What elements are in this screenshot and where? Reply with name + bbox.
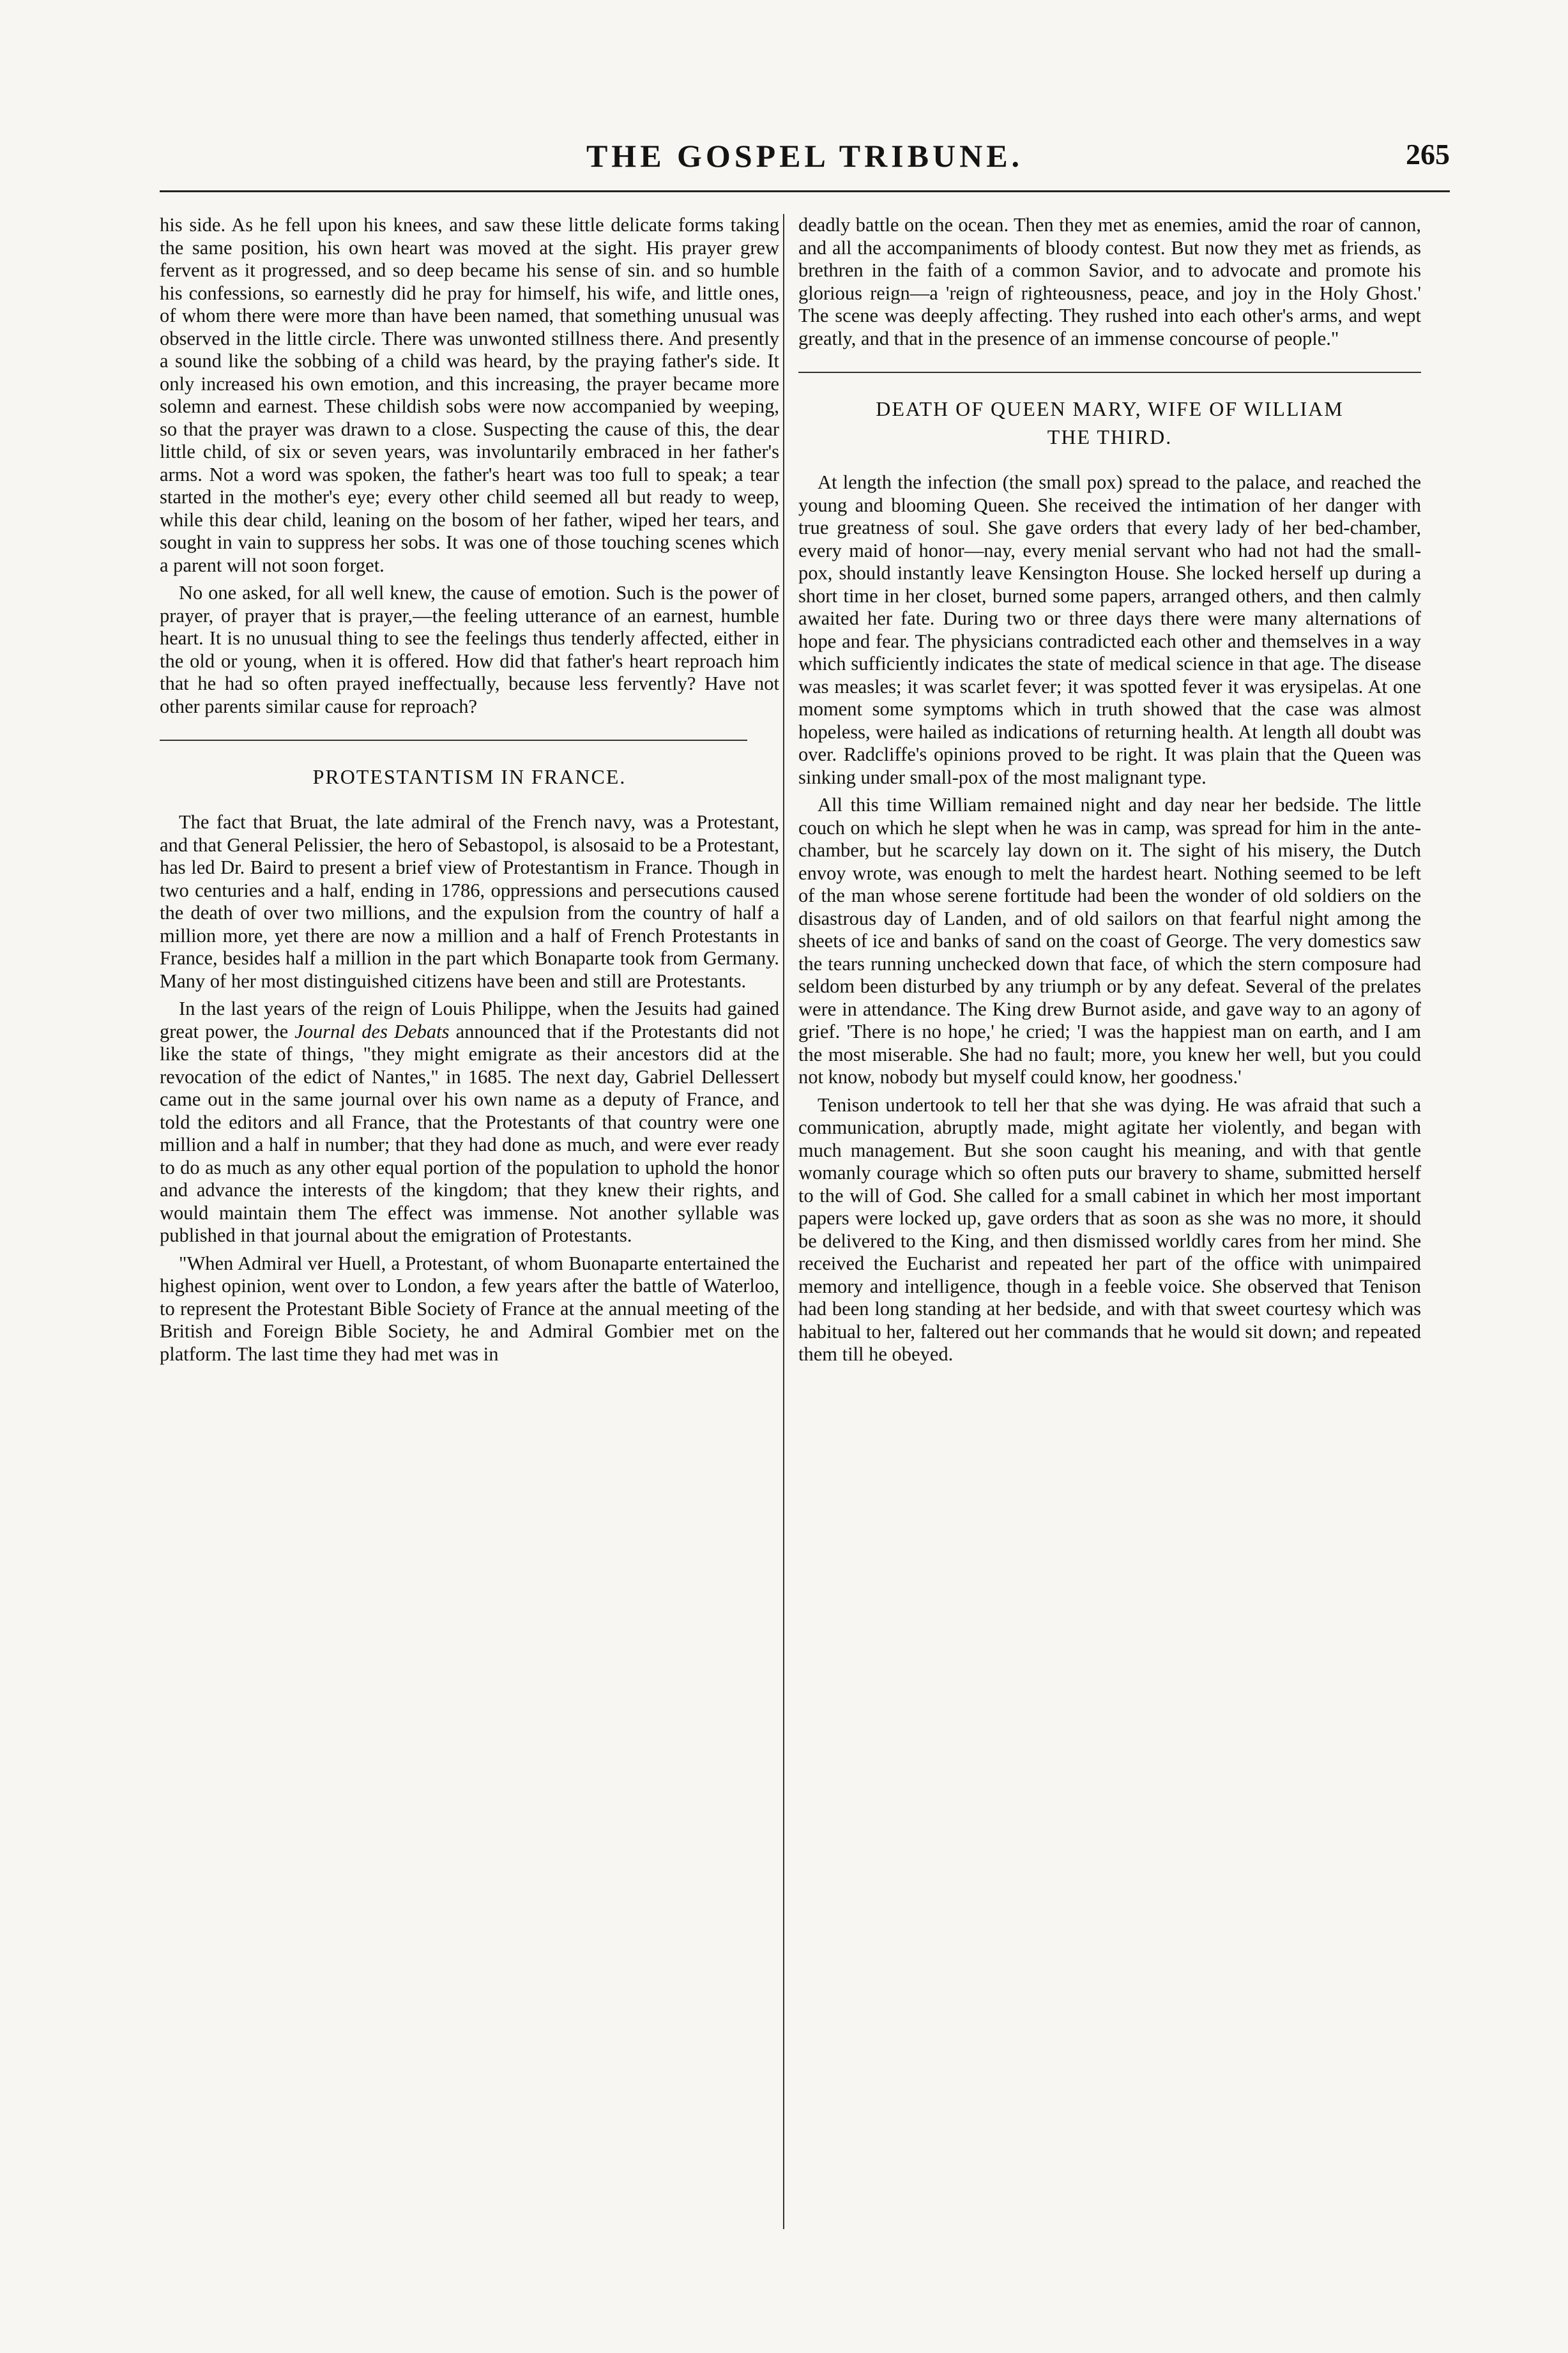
- journal-title: THE GOSPEL TRIBUNE.: [586, 138, 1024, 174]
- article-heading: PROTESTANTISM IN FRANCE.: [312, 765, 627, 788]
- paragraph: "When Admiral ver Huell, a Protestant, of whom Buonaparte entertained the highest opinion, went over to London, a few years after the battle of Waterloo, to represent the Protestant Bible Society of France at the annual meeting of the British and Foreign Bible Society, he and Admiral Gombier met on the platform. The last time they had met was in: [160, 1252, 779, 1365]
- journal-name: Journal des Debats: [294, 1020, 450, 1042]
- paragraph: The fact that Bruat, the late admiral of the French navy, was a Protestant, and that General Pelissier, the hero of Sebastopol, is alsosaid to be a Protestant, has led Dr. Baird to present a brief view of Protestantism in France. Though in two centuries and a half, ending in 1786, oppressions and persecutions caused the death of over two millions, and the expulsion from the country of half a million more, yet there are now a million and a half of French Protestants in France, besides half a million in the part which Bonaparte took from Germany. Many of her most distinguished citizens have been and still are Protestants.: [160, 811, 779, 992]
- paragraph: his side. As he fell upon his knees, and saw these little delicate forms taking the same position, his own heart was moved at the sight. His prayer grew fervent as it progressed, and so deep became his sense of sin. and so humble his confessions, so earnestly did he pray for himself, his wife, and little ones, of whom there were more than have been named, that something unusual was observed in the little circle. There was unwonted stillness there. And presently a sound like the sobbing of a child was heard, by the praying father's side. It only increased his own emotion, and this increasing, the prayer became more solemn and earnest. These childish sobs were now accompanied by weeping, so that the prayer was drawn to a close. Suspecting the cause of this, the dear little child, of six or seven years, was involuntarily embraced in her father's arms. Not a word was spoken, the father's heart was too full to speak; a tear started in the mother's eye; every other child seemed all but ready to weep, while this dear child, leaning on the bosom of her father, wiped her tears, and sought in vain to suppress her sobs. It was one of those touching scenes which a parent will not soon forget.: [160, 214, 779, 576]
- section-divider: [160, 740, 747, 741]
- heading-line: THE THIRD.: [1047, 425, 1173, 448]
- paragraph: At length the infection (the small pox) spread to the palace, and reached the young and blooming Queen. She received the intimation of her danger with true greatness of soul. She gave orders that every lady of her bed-chamber, every maid of honor—nay, every menial servant who had not had the small-pox, should instantly leave Kensington House. She locked herself up during a short time in her closet, burned some papers, arranged others, and then calmly awaited her fate. During two or three days there were many alternations of hope and fear. The physicians contradicted each other and themselves in a way which sufficiently indicates the state of medical science in that age. The disease was measles; it was scarlet fever; it was spotted fever it was erysipelas. At one moment some symptoms which in truth showed that the case was almost hopeless, were hailed as indications of returning health. At length all doubt was over. Radcliffe's opinions proved to be right. It was plain that the Queen was sinking under small-pox of the most malignant type.: [798, 471, 1421, 788]
- paragraph: Tenison undertook to tell her that she was dying. He was afraid that such a communication, abruptly made, might agitate her violently, and began with much management. But she soon caught his meaning, and with that gentle womanly courage which so often puts our bravery to shame, submitted herself to the will of God. She called for a small cabinet in which her most important papers were locked up, gave orders that as soon as she was no more, it should be delivered to the King, and then dismissed worldly cares from her mind. She received the Eucharist and repeated her part of the office with unimpaired memory and intelligence, though in a feeble voice. She observed that Tenison had been long standing at her bedside, and with that sweet courtesy which was habitual to her, faltered out her commands that he would sit down; and repeated them till he obeyed.: [798, 1093, 1421, 1365]
- article-heading: [798, 395, 1421, 451]
- running-head: [160, 137, 1450, 182]
- paragraph: deadly battle on the ocean. Then they met as enemies, amid the roar of cannon, and all the accompaniments of bloody contest. But now they met as friends, as brethren in the faith of a common Savior, and to advocate and promote his glorious reign—a 'reign of righteousness, peace, and joy in the Holy Ghost.' The scene was deeply affecting. They rushed into each other's arms, and wept greatly, and that in the presence of an immense concourse of people.": [798, 214, 1421, 349]
- text-run: announced that if the Protestants did not like the state of things, "they might emigrate as their ancestors did at the revocation of the edict of Nantes," in 1685. The next day, Gabriel Dellessert came out in the same journal over his own name as a deputy of France, and told the editors and all France, that the Protestants of that country were one million and a half in number; that they had done as much, and were ever ready to do as much as any other equal portion of the population to uphold the honor and advance the interests of the kingdom; that they knew their rights, and would maintain them The effect was immense. Not another syllable was published in that journal about the emigration of Protestants.: [160, 1020, 779, 1246]
- section-divider: [798, 372, 1421, 373]
- heading-line: DEATH OF QUEEN MARY, WIFE OF WILLIAM: [876, 397, 1344, 420]
- text-run: In the last years of the reign of Louis Philippe, when the Jesuits had gained great power, the: [160, 998, 779, 1042]
- column-divider: [783, 214, 784, 2229]
- header-rule: [160, 190, 1450, 192]
- paragraph: [160, 998, 779, 1247]
- paragraph: All this time William remained night and day near her bedside. The little couch on which he slept when he was in camp, was spread for him in the ante-chamber, but he scarcely lay down on it. The sight of his misery, the Dutch envoy wrote, was enough to melt the hardest heart. Nothing seemed to be left of the man whose serene fortitude had been the wonder of old soldiers on the disastrous day of Landen, and of old sailors on that fearful night among the sheets of ice and banks of sand on the coast of George. The very domestics saw the tears running unchecked down that face, of which the stern composure had seldom been disturbed by any triumph or by any defeat. Several of the prelates were in attendance. The King drew Burnot aside, and gave way to an agony of grief. 'There is no hope,' he cried; 'I was the happiest man on earth, and I am the most miserable. She had no fault; more, you knew her well, but you could not know, nobody but myself could know, her goodness.': [798, 794, 1421, 1088]
- page-number: 265: [1406, 138, 1450, 171]
- paragraph: No one asked, for all well knew, the cause of emotion. Such is the power of prayer, of prayer that is prayer,—the feeling utterance of an earnest, humble heart. It is no unusual thing to see the feelings thus tenderly affected, either in the old or young, when it is offered. How did that father's heart reproach him that he had so often prayed ineffectually, because less fervently? Have not other parents similar cause for reproach?: [160, 582, 779, 717]
- right-column: [798, 214, 1421, 2232]
- left-column: [160, 214, 779, 2232]
